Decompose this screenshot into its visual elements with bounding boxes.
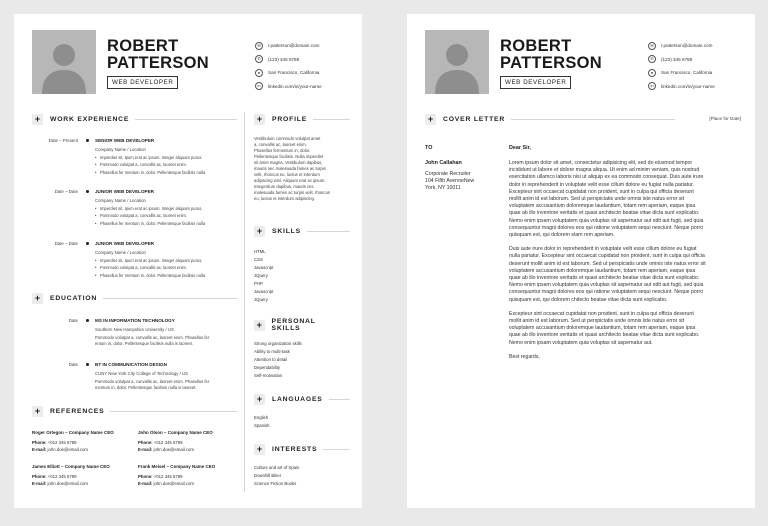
- education-desc: entum in, dolor. Pellentesque facilisis nulla is laoreet.: [95, 341, 193, 346]
- list-item: English: [254, 415, 269, 420]
- job-company: Company Name / Location: [95, 250, 146, 255]
- contact-info: [255, 39, 322, 93]
- job-title-badge: WEB DEVELOPER: [107, 76, 178, 89]
- plus-icon: +: [425, 114, 436, 125]
- list-item: Dependability: [254, 365, 281, 370]
- degree-title: BT IN COMMUNICATION DESIGN: [95, 362, 167, 367]
- education-desc: Pommodo volutpat a, convallis ac, laoreet enim. Phasellus fer: [95, 379, 210, 384]
- reference-entry: James Elliott – Company Name CEO Phone: +012 345 6789 E-mail: john.doe@email.com: [32, 464, 110, 486]
- recipient-block: TO John Callahan Corporate Recruiter 104 Fifth AvenoeNew York, NY 10011: [425, 145, 475, 192]
- job-date: Date – Date: [54, 241, 78, 246]
- contact-info: [648, 39, 715, 93]
- section-header-interests: + INTERESTS: [254, 444, 350, 455]
- plus-icon: +: [254, 226, 265, 237]
- timeline-dot: [86, 190, 89, 193]
- skills-list: [254, 248, 273, 304]
- timeline-dot: [86, 363, 89, 366]
- list-item: Downhill Biker: [254, 473, 282, 478]
- contact-phone[interactable]: ✆ (123) 345 6789: [255, 53, 322, 67]
- job-bullet: • Phasellus fer mentum in, dolor. Pellentesque facilisis nulla: [95, 273, 245, 278]
- section-header-languages: + LANGUAGES: [254, 394, 350, 405]
- plus-icon: +: [254, 444, 265, 455]
- paragraph-2: Duis aute irure dolor in reprehenderit in voluptate velit esse cillum dolore eu fugiat nulla pariatur. Excepteur sint occaecat cupidatat non proident, sunt in culpa qui officia deserunt mollit anim id est laborum. Sed ut perspiciatis unde omnis iste natus error sit voluptatem accusantium doloremque laudantium, totam rem aperiam, eaque ipsa quae ab illo inventore veritatis et quasi architecto beatae vitae dicta sunt explicabo. Nemo enim ipsam voluptatem quia voluptas sit aspernatur aut odit aut fugit, sed quia consequuntur magni dolores eos qui ratione voluptatem sequi nesciunt. Neque porro quisquam est, qui dolorem chitecto beatae vitae dicta sunt explicabo.: [509, 246, 706, 303]
- list-item: Javascript: [254, 289, 274, 294]
- last-name: PATTERSON: [500, 54, 603, 72]
- timeline-dot: [86, 139, 89, 142]
- contact-location: ● San Francisco, California: [648, 66, 715, 80]
- to-label: TO: [425, 145, 433, 151]
- contact-location: ● San Francisco, California: [255, 66, 322, 80]
- paragraph-3: Excepteur sint occaecat cupidatat non proident, sunt in culpa qui officia deserunt mollit anim id est laborum. Sed ut perspiciatis unde omnis iste natus error sit voluptatem accusantium doloremque laudantium, totam rem aperiam, eaque ipsa quae ab illo inventore veritatis et quasi architecto beatae vitae dicta sunt explicabo. Nemo enim ipsam voluptatem quia voluptas sit aspernatur aut.: [509, 310, 700, 346]
- greeting: Dear Sir,: [509, 145, 531, 151]
- phone-icon: ✆: [648, 55, 656, 63]
- education-date: Date: [68, 318, 78, 323]
- first-name: ROBERT: [107, 37, 179, 55]
- section-header-references: + REFERENCES: [32, 406, 237, 417]
- section-header-education: + EDUCATION: [32, 293, 237, 304]
- education-entry: [95, 362, 245, 391]
- job-bullet: • Imperdiet sit. Ipum erat ac ipsum. Integer aliquam purus.: [95, 155, 245, 160]
- languages-list: [254, 414, 270, 430]
- list-item: PHP: [254, 281, 263, 286]
- letter-body: [509, 145, 745, 361]
- list-item: Self-motivation: [254, 373, 283, 378]
- job-bullet: • Imperdiet sit. Ipum erat ac ipsum. Integer aliquam purus.: [95, 258, 245, 263]
- section-header-skills: + SKILLS: [254, 226, 350, 237]
- plus-icon: +: [254, 320, 265, 331]
- job-entry: [95, 138, 245, 175]
- profile-photo-placeholder: [425, 30, 489, 94]
- location-pin-icon: ●: [648, 69, 656, 77]
- list-item: Science Fiction Books: [254, 481, 297, 486]
- education-desc: mentum in, dolor. Pellentesque facilisis nulla is laoreet.: [95, 385, 197, 390]
- timeline-dot: [86, 242, 89, 245]
- job-bullet: • Phasellus fer mentum in, dolor. Pellentesque facilisis nulla: [95, 221, 245, 226]
- reference-entry: John Olson – Company Name CEO Phone: +012 345 6789 E-mail: john.doe@email.com: [138, 430, 213, 452]
- contact-linkedin[interactable]: in linkedin.com/in/your-name: [648, 80, 715, 94]
- list-item: Ability to multi-task: [254, 349, 290, 354]
- section-header-work: + WORK EXPERIENCE: [32, 114, 237, 125]
- school-name: Southern New Hampshire University / US: [95, 327, 174, 332]
- job-title: JUNIOR WEB DEVELOPER: [95, 241, 154, 246]
- section-header-personal-skills: + PERSONAL SKILLS: [254, 318, 350, 332]
- job-title: SENIOR WEB DEVELOPER: [95, 138, 155, 143]
- job-bullet: • Pommodo volutpat a, convallis ac, laoreet enim.: [95, 265, 245, 270]
- education-entry: [95, 318, 245, 347]
- school-name: CUNY New York City College of Technology / US: [95, 371, 188, 376]
- recipient-name: John Callahan: [425, 160, 462, 166]
- paragraph-1: Lorem ipsum dolor sit amet, consectetur adipisicing elit, sed do eiusmod tempor incididunt ut labore et dolore magna aliqua. Ut enim ad minim veniam, quis nostrud exercitation ullamco laboris nisi ut aliquip ex ea commodo consequat. Duis aute irure dolor in reprehenderit in voluptate velit esse cillum dolore eu fugiat nulla pariatur. Excepteur sint occaecat cupidatat non proident, sunt in culpa qui officia deserunt mollit anim id est laborum. Sed ut perspiciatis unde omnis iste natus error sit voluptatem accusantium doloremque laudantium, totam rem aperiam, eaque ipsa quae ab illo inventore veritatis et quasi architecto beatae vitae dicta sunt explicabo. Nemo enim ipsam voluptatem quia voluptas sit aspernatur aut odit aut fugit, sed quia consequuntur magni dolores eos qui ratione voluptatem sequi nesciunt. Neque porro quisquam est, qui dolorem stam rem aperiam.: [509, 160, 704, 239]
- closing: Best regards,: [509, 353, 540, 360]
- job-bullet: • Pommodo volutpat a, convallis ac, laoreet enim.: [95, 162, 245, 167]
- list-item: JQuery: [254, 297, 268, 302]
- contact-email[interactable]: ✉ r.patterson@domain.com: [255, 39, 322, 53]
- candidate-name: [107, 38, 209, 72]
- plus-icon: +: [254, 394, 265, 405]
- mail-icon: ✉: [648, 42, 656, 50]
- education-date: Date: [68, 362, 78, 367]
- job-entry: [95, 189, 245, 226]
- list-item: JQuery: [254, 273, 268, 278]
- list-item: Attention to detail: [254, 357, 288, 362]
- job-bullet: • Pommodo volutpat a, convallis ac, laoreet enim.: [95, 213, 245, 218]
- education-desc: Pommodo volutpat a, convallis ac, laoreet enim. Phasellus fer: [95, 335, 210, 340]
- last-name: PATTERSON: [107, 54, 210, 72]
- plus-icon: +: [32, 114, 43, 125]
- date-placeholder: [Place for Date]: [709, 116, 741, 121]
- list-item: CSS: [254, 257, 263, 262]
- job-title-badge: WEB DEVELOPER: [500, 76, 571, 89]
- mail-icon: ✉: [255, 42, 263, 50]
- job-entry: [95, 241, 245, 278]
- plus-icon: +: [32, 293, 43, 304]
- location-pin-icon: ●: [255, 69, 263, 77]
- reference-entry: Roger Ortegon – Company Name CEO Phone: +012 345 6789 E-mail: john.doe@email.com: [32, 430, 114, 452]
- reference-entry: Frank Meisel – Company Name CEO Phone: +012 345 6789 E-mail: john.doe@email.com: [138, 464, 216, 486]
- job-date: Date – Present: [48, 138, 78, 143]
- list-item: Strong organization skills: [254, 341, 302, 346]
- degree-title: MS IN INFORMATION TECHNOLOGY: [95, 318, 175, 323]
- contact-phone[interactable]: ✆ (123) 345 6789: [648, 53, 715, 67]
- candidate-name: [500, 38, 602, 72]
- cover-letter-page: [407, 14, 755, 508]
- job-company: Company Name / Location: [95, 198, 146, 203]
- profile-photo-placeholder: [32, 30, 96, 94]
- section-header-profile: + PROFILE: [254, 114, 350, 125]
- section-header-cover-letter: + COVER LETTER: [425, 114, 675, 125]
- plus-icon: +: [254, 114, 265, 125]
- list-item: HTML: [254, 249, 266, 254]
- job-date: Date – Date: [54, 189, 78, 194]
- first-name: ROBERT: [500, 37, 572, 55]
- job-bullet: • Imperdiet sit. Ipum erat ac ipsum. Integer aliquam purus.: [95, 206, 245, 211]
- person-silhouette-icon: [425, 30, 489, 94]
- profile-text: Vestibulum commodo volutpat amet a, convallis ac, laoreet enim. Phasellus fermentum in, dolor. Pellentesque facilisis. Nulla imperdiet sit amet magna. Vestibulum dapibus, mauris nec malesuada fames ac turpis velit, rhoncus eu, luctus et interdum adipiscing wisi. Aliquam erat ac ipsum. Integerdum dapibus, mauris nec malesuada fames ac turpis velit, rhoncus eu, luctus et interdum adipiscing.: [254, 136, 330, 201]
- job-bullet: • Phasellus fer mentum in, dolor. Pellentesque facilisis nulla: [95, 170, 245, 175]
- list-item: Spanish: [254, 423, 270, 428]
- timeline-dot: [86, 319, 89, 322]
- list-item: Javascript: [254, 265, 274, 270]
- resume-page: [14, 14, 362, 508]
- person-silhouette-icon: [32, 30, 96, 94]
- job-company: Company Name / Location: [95, 147, 146, 152]
- interests-list: [254, 464, 299, 488]
- plus-icon: +: [32, 406, 43, 417]
- contact-email[interactable]: ✉ r.patterson@domain.com: [648, 39, 715, 53]
- personal-skills-list: [254, 340, 302, 380]
- contact-linkedin[interactable]: in linkedin.com/in/your-name: [255, 80, 322, 94]
- job-title: JUNIOR WEB DEVELOPER: [95, 189, 154, 194]
- list-item: Culture and art of Spain: [254, 465, 300, 470]
- phone-icon: ✆: [255, 55, 263, 63]
- linkedin-icon: in: [648, 82, 656, 90]
- linkedin-icon: in: [255, 82, 263, 90]
